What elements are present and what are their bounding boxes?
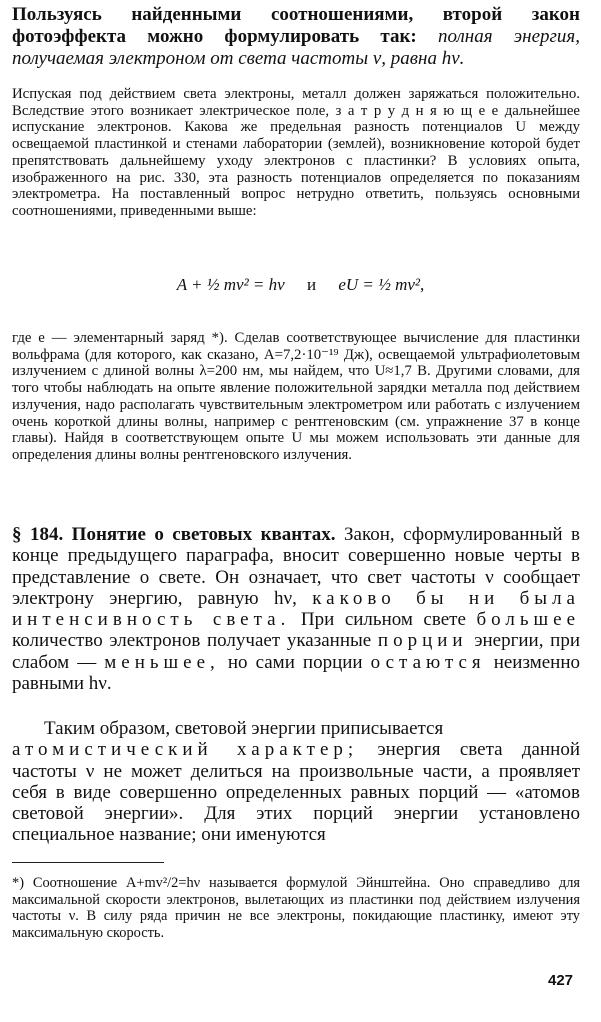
section2-text-b: энергия света данной частоты ν не может делиться на произвольные части, а проявляет себя в виде совершенно определенных равных порций — «атомов световой энергии». Для этих порций энергии установлено специальное название; они именуются — [12, 739, 580, 846]
section-text-b: При сильном свете — [300, 609, 466, 631]
photoeffect-law: полная энергия, получаемая электроном от света частоты ν, равна hν. — [12, 26, 581, 69]
section-184-paragraph-2 — [12, 718, 580, 846]
section-text-f: неизменно равными hν. — [12, 651, 581, 695]
intro-lead: Пользуясь найденными соотношениями, второй закон фотоэффекта можно формулировать так: — [12, 4, 580, 47]
formula-connector: и — [306, 275, 317, 294]
section-184 — [12, 524, 580, 694]
section-text-a: Закон, сформулированный в конце предыдущего параграфа, вносит совершенно новые черты в представление о свете. Он означает, что свет частоты ν сообщает электрону энергию, равную hν, — [12, 524, 581, 609]
tungsten-paragraph: где e — элементарный заряд *). Сделав соответствующее вычисление для пластинки вольфрама (для которого, как сказано, A=7,2·10⁻¹⁹ Дж), освещаемой ультрафиолетовым излучением с длиной волны λ=200 нм, мы найдем, что U≈1,7 В. Другими словами, для того чтобы наблюдать на опыте явление положительной зарядки металла под действием излучения, надо располагать чувствительным электрометром или работать с излучением очень короткой длины волны, например с рентгеновским (см. упражнение 37 в конце главы). Найдя в соответствующем опыте U мы можем использовать эти данные для определения длины волны рентгеновского излучения. — [12, 330, 580, 463]
section-text-c: количество электронов получает указанные — [12, 630, 372, 652]
formula-line — [0, 275, 601, 295]
spaced-text-4: меньшее, — [104, 651, 220, 673]
intro-paragraph — [12, 4, 580, 70]
spaced-text-1: каково бы ни была интенсивность света. — [12, 587, 580, 631]
spaced-text-2: большее — [476, 609, 581, 631]
formula-right: eU = ½ mv², — [338, 275, 425, 294]
spaced-text-6: атомистический характер; — [12, 739, 359, 761]
formula-left: A + ½ mv² = hν — [176, 275, 285, 294]
section-text-d: энергии, при слабом — — [12, 630, 580, 673]
footnote-divider — [12, 862, 164, 863]
spaced-text-5: остаются — [370, 651, 486, 673]
footnote: *) Соотношение A+mv²/2=hν называется формулой Эйнштейна. Оно справедливо для максимальной скорости электронов, вылетающих из пластинки под действием излучения частоты ν. В силу ряда причин не все электроны, покидающие пластинку, имеют эту максимальную скорость. — [12, 875, 580, 942]
potential-paragraph: Испуская под действием света электроны, металл должен заряжаться положительно. Вследствие этого возникает электрическое поле, з а т р у д н я ю щ е е дальнейшее испускание электронов. Какова же предельная разность потенциалов U между освещаемой пластинкой и стенами лаборатории (землей), возникновение которой будет препятствовать дальнейшему уходу электронов с пластинки? В условиях опыта, изображенного на рис. 330, эта разность потенциалов определяется по показаниям электрометра. На поставленный вопрос нетрудно ответить, пользуясь основными соотношениями, приведенными выше: — [12, 86, 580, 219]
page-number: 427 — [548, 972, 574, 989]
section2-text-a: Таким образом, световой энергии приписывается — [44, 718, 444, 739]
section-heading: § 184. Понятие о световых квантах. — [12, 524, 336, 545]
spaced-text-3: порции — [377, 630, 468, 652]
section-text-e: но сами порции — [227, 651, 363, 673]
